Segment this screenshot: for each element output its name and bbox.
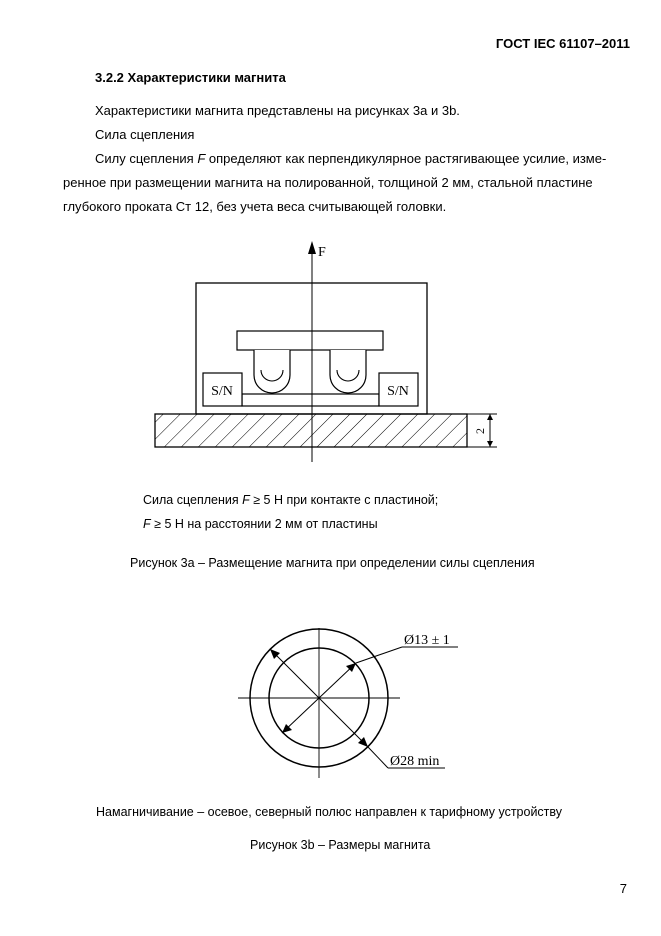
- magnet-base: [242, 394, 379, 406]
- force-label: F: [318, 245, 326, 260]
- magnet-top-bar: [237, 331, 383, 350]
- paragraph-line-3: глубокого проката Ст 12, без учета веса считывающей головки.: [63, 199, 447, 214]
- magnet-cup-left: [254, 350, 290, 393]
- figure-3b-diagram: [0, 600, 661, 790]
- magnetization-note: Намагничивание – осевое, северный полюс направлен к тарифному устройству: [96, 805, 563, 819]
- outer-diameter-label: Ø28 min: [390, 754, 440, 769]
- steel-plate: [155, 414, 467, 447]
- subtitle-adhesion: Сила сцепления: [95, 127, 195, 142]
- section-title: 3.2.2 Характеристики магнита: [95, 70, 286, 85]
- page-number: 7: [619, 881, 627, 896]
- paragraph-line-2: ренное при размещении магнита на полированной, толщиной 2 мм, стальной пластине: [63, 175, 593, 190]
- force-variable: F: [143, 517, 151, 531]
- figure-3a-caption: Рисунок 3а – Размещение магнита при определении силы сцепления: [130, 556, 535, 570]
- paragraph-text: Силу сцепления: [95, 151, 198, 166]
- magnet-cup-right: [330, 350, 366, 393]
- pole-label-left: S/N: [211, 384, 233, 399]
- condition-text: ≥ 5 Н при контакте с пластиной;: [249, 493, 439, 507]
- pole-label-right: S/N: [387, 384, 409, 399]
- force-variable: F: [242, 493, 250, 507]
- force-arrow-icon: [308, 241, 316, 254]
- thickness-label: 2: [473, 428, 487, 434]
- figure-3b-caption: Рисунок 3b – Размеры магнита: [250, 838, 431, 852]
- inner-diameter-label: Ø13 ± 1: [404, 633, 450, 648]
- force-variable: F: [197, 151, 206, 166]
- condition-text: ≥ 5 Н на расстоянии 2 мм от пластины: [150, 517, 378, 531]
- condition-text: Сила сцепления: [143, 493, 243, 507]
- paragraph-text: определяют как перпендикулярное растягивающее усилие, изме-: [205, 151, 607, 166]
- condition-contact: [143, 493, 438, 507]
- intro-paragraph: Характеристики магнита представлены на рисунках 3а и 3b.: [95, 103, 460, 118]
- document-header: ГОСТ IEC 61107–2011: [495, 36, 630, 51]
- condition-distance: [143, 517, 378, 531]
